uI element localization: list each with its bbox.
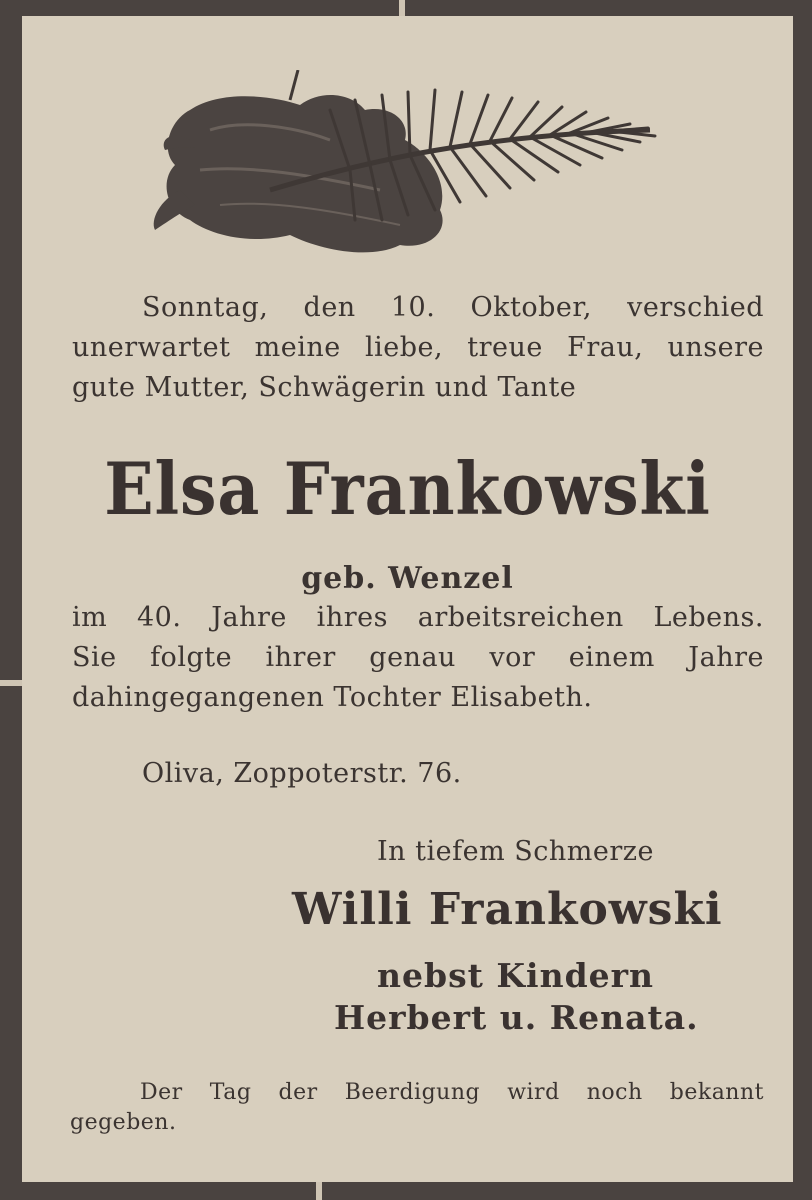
obituary-notice xyxy=(22,16,793,1182)
life-paragraph xyxy=(72,598,764,718)
deceased-name: Elsa Frankowski xyxy=(104,446,711,531)
intro-line: gute Mutter, Schwägerin und Tante xyxy=(72,372,577,403)
children-names: Herbert u. Renata. xyxy=(334,998,699,1037)
birth-name: geb. Wenzel xyxy=(301,561,514,596)
life-line: im 40. Jahre ihres arbeitsreichen Lebens. xyxy=(72,602,764,633)
palm-branch-icon xyxy=(150,70,660,260)
children-line: nebst Kindern xyxy=(377,956,655,995)
funeral-line: gegeben. xyxy=(70,1110,177,1135)
address-line: Oliva, Zoppoterstr. 76. xyxy=(142,758,462,789)
life-line: Sie folgte ihrer genau vor einem Jahre xyxy=(72,642,764,673)
frame-rule-top xyxy=(0,0,812,16)
funeral-line: Der Tag der Beerdigung wird noch bekannt xyxy=(140,1080,764,1105)
intro-line: unerwartet meine liebe, treue Frau, unsere xyxy=(72,332,764,363)
life-line: dahingegangenen Tochter Elisabeth. xyxy=(72,682,593,713)
frame-rule-left xyxy=(0,0,22,1200)
frame-rule-gap xyxy=(316,1182,322,1200)
intro-paragraph xyxy=(72,288,764,408)
frame-rule-right xyxy=(793,0,812,1200)
funeral-note xyxy=(70,1078,764,1138)
frame-rule-gap xyxy=(399,0,405,16)
frame-rule-bottom xyxy=(0,1182,812,1200)
grief-line: In tiefem Schmerze xyxy=(377,836,654,867)
intro-line: Sonntag, den 10. Oktober, verschied xyxy=(142,292,764,323)
signer-name: Willi Frankowski xyxy=(292,884,723,935)
frame-rule-gap xyxy=(0,680,22,686)
